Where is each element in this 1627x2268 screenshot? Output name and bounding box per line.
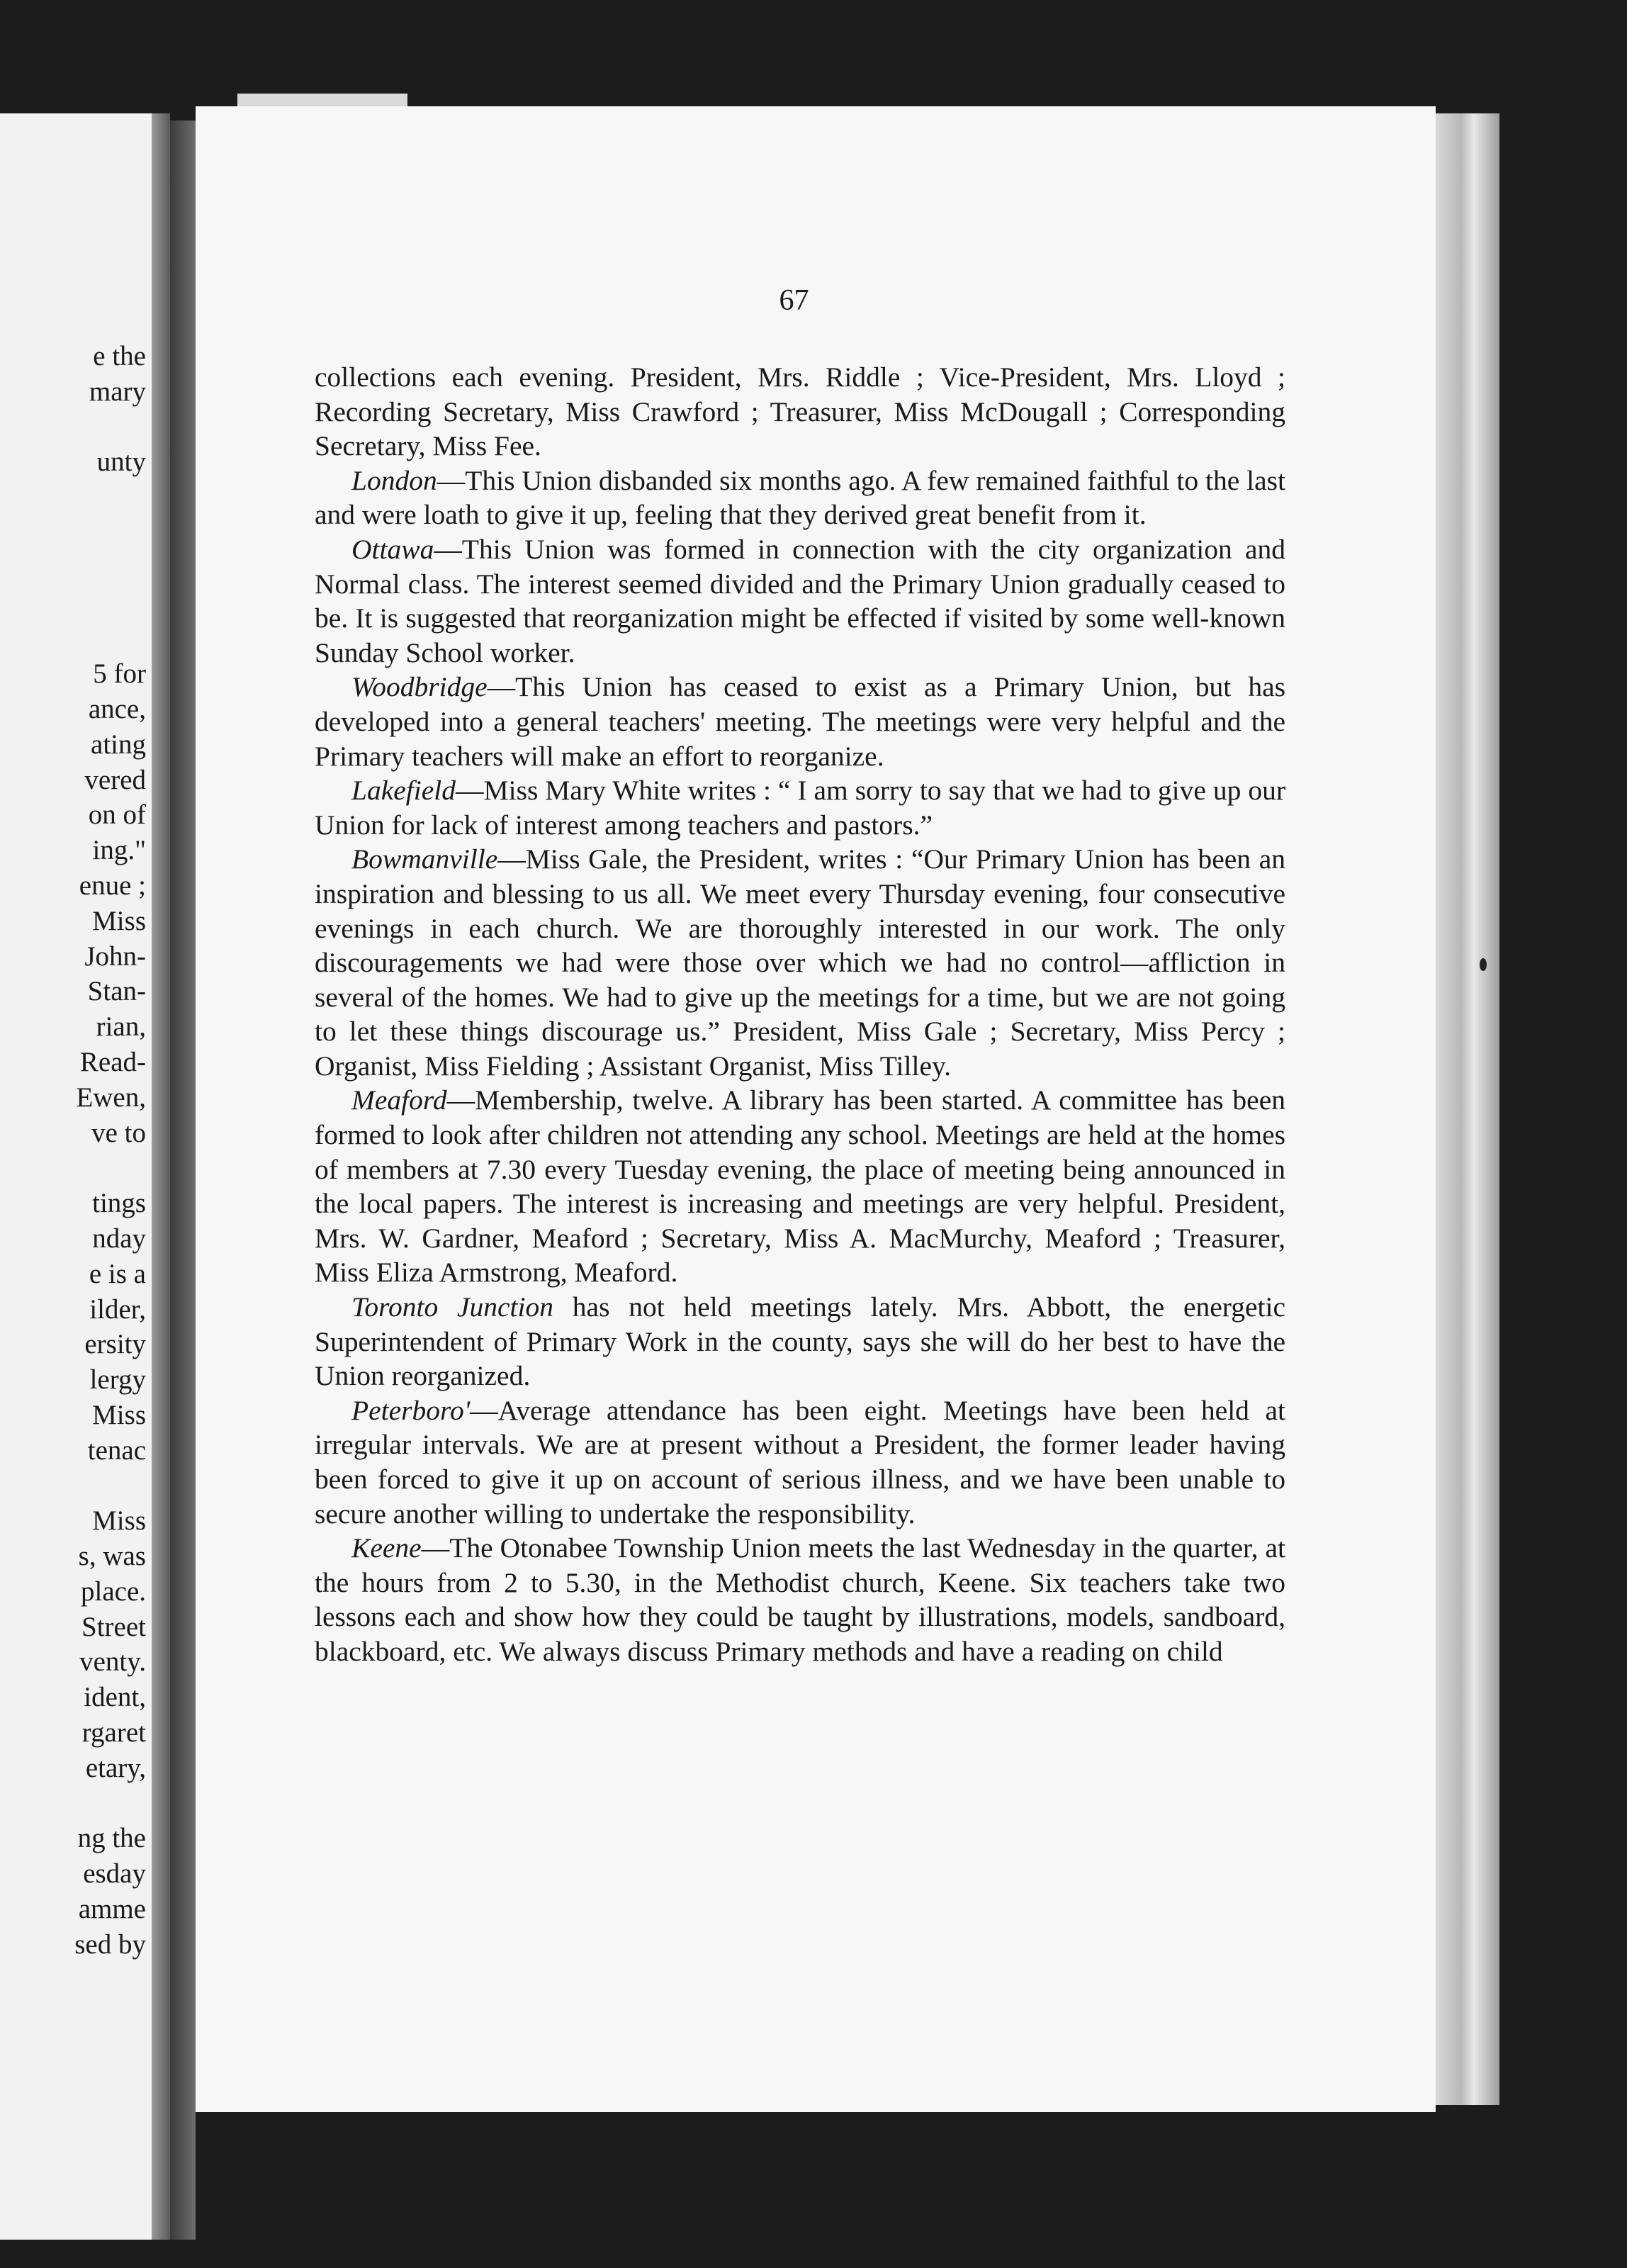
paragraph-text: —Miss Gale, the President, writes : “Our Primary Union has been an inspiration and blessing to us all. We meet every Thursday evening, four consecutive evenings in each church. We are thoroughly interested in our work. The only discouragements we had were those over which we had no control—affliction in several of the homes. We had to give up the meetings for a time, but we are not going to let these things discourage us.” President, Miss Gale ; Secretary, Miss Percy ; Organist, Miss Fielding ; Assistant Organist, Miss Tilley.	[315, 843, 1285, 1082]
paragraph-text: —Miss Mary White writes : “ I am sorry to say that we had to give up our Union for lack of interest among teachers and pastors.”	[315, 775, 1285, 841]
previous-page-line: mary	[89, 376, 146, 407]
place-name: Bowmanville	[351, 843, 498, 875]
place-name: Peterboro'	[351, 1394, 471, 1426]
previous-page-line: esday	[83, 1858, 146, 1890]
place-name: Lakefield	[351, 775, 456, 807]
previous-page-line: e the	[93, 341, 146, 371]
previous-page-edge	[152, 113, 170, 2240]
previous-page	[0, 113, 170, 2240]
previous-page-line: amme	[78, 1894, 146, 1925]
previous-page-line	[0, 551, 150, 586]
paragraph-text: —Membership, twelve. A library has been started. A committee has been formed to look after children not attending any school. Meetings are held at the homes of members at 7.30 every Tuesday evening, the place of meeting being announced in the local papers. The interest is increasing and meetings are very helpful. President, Mrs. W. Gardner, Meaford ; Secretary, Miss A. MacMurchy, Meaford ; Treasurer, Miss Eliza Armstrong, Meaford.	[315, 1084, 1285, 1289]
paragraph-text: has not held meetings lately. Mrs. Abbott, the energetic Superintendent of Primary Work in the county, says she will do her best to have the Union reorganized.	[315, 1291, 1285, 1392]
previous-page-line: Street	[81, 1611, 146, 1642]
previous-page-line	[0, 586, 150, 622]
previous-page-line: unty	[96, 447, 146, 478]
report-paragraph	[315, 670, 1285, 773]
report-paragraph	[315, 464, 1285, 532]
previous-page-line	[0, 1786, 150, 1821]
previous-page-line: e is a	[89, 1258, 146, 1289]
previous-page-line: Miss	[92, 1399, 146, 1430]
previous-page-line	[0, 621, 150, 656]
report-paragraph	[315, 773, 1285, 842]
report-paragraph	[315, 532, 1285, 670]
previous-page-line: John-	[84, 941, 146, 972]
report-paragraph	[315, 1531, 1285, 1668]
previous-page-line: tenac	[87, 1435, 146, 1466]
binding-speck	[1480, 958, 1487, 971]
page-number: 67	[779, 284, 809, 317]
previous-page-line	[0, 515, 150, 551]
place-name: Meaford	[351, 1084, 447, 1116]
place-name: Woodbridge	[351, 671, 488, 703]
previous-page-line: sed by	[74, 1929, 146, 1960]
page-body	[315, 360, 1285, 1669]
previous-page-line: place.	[80, 1576, 146, 1607]
paragraph-text: —This Union has ceased to exist as a Primary Union, but has developed into a general teachers' meeting. The meetings were very helpful and the Primary teachers will make an effort to reorganize.	[315, 671, 1285, 772]
previous-page-line: rian,	[96, 1011, 146, 1043]
previous-page-line: 5 for	[93, 658, 146, 690]
previous-page-line: Miss	[92, 905, 146, 936]
paragraph-text: collections each evening. President, Mrs. Riddle ; Vice-President, Mrs. Lloyd ; Recording Secretary, Miss Crawford ; Treasurer, Miss McDougall ; Corresponding Secretary, Miss Fee.	[315, 361, 1285, 462]
previous-page-line	[0, 480, 150, 515]
previous-page-line: Stan-	[87, 976, 146, 1007]
paragraph-text: —The Otonabee Township Union meets the last Wednesday in the quarter, at the hours from 2 to 5.30, in the Methodist church, Keene. Six teachers take two lessons each and show how they could be taught by illustrations, models, sandboard, blackboard, etc. We always discuss Primary methods and have a reading on child	[315, 1532, 1285, 1667]
previous-page-line: rgaret	[81, 1717, 146, 1748]
previous-page-line: enue ;	[79, 870, 146, 901]
place-name: Keene	[351, 1532, 422, 1564]
previous-page-text	[0, 339, 150, 1963]
paragraph-text: —This Union disbanded six months ago. A few remained faithful to the last and were loath to give it up, feeling that they derived great benefit from it.	[315, 464, 1285, 531]
previous-page-line: ersity	[84, 1329, 146, 1360]
previous-page-line: ng the	[77, 1823, 146, 1854]
previous-page-line: ilder,	[89, 1293, 146, 1325]
previous-page-line: nday	[92, 1223, 146, 1254]
previous-page-line: ing."	[92, 835, 146, 866]
report-paragraph	[315, 1083, 1285, 1290]
report-paragraph	[315, 1393, 1285, 1531]
place-name: Toronto Junction	[351, 1291, 554, 1323]
report-paragraph	[315, 360, 1285, 464]
place-name: London	[351, 464, 437, 496]
previous-page-line: etary,	[85, 1752, 146, 1783]
previous-page-line: venty.	[79, 1646, 146, 1678]
previous-page-line	[0, 410, 150, 445]
previous-page-line: tings	[92, 1188, 146, 1219]
previous-page-line: on of	[88, 799, 146, 831]
paragraph-text: —Average attendance has been eight. Meetings have been held at irregular intervals. We are at present without a President, the former leader having been forced to give it up on account of serious illness, and we have been unable to secure another willing to undertake the responsibility.	[315, 1394, 1285, 1529]
previous-page-line: ve to	[91, 1117, 146, 1148]
previous-page-line: ating	[91, 729, 146, 760]
previous-page-line: ance,	[88, 693, 146, 724]
book-gutter	[170, 120, 196, 2240]
page-edges	[1436, 113, 1499, 2105]
paragraph-text: —This Union was formed in connection with the city organization and Normal class. The interest seemed divided and the Primary Union gradually ceased to be. It is suggested that reorganization might be effected if visited by some well-known Sunday School worker.	[315, 533, 1285, 668]
previous-page-line: ident,	[84, 1682, 146, 1713]
place-name: Ottawa	[351, 533, 434, 565]
previous-page-line: lergy	[89, 1364, 146, 1396]
previous-page-line: s, was	[78, 1541, 146, 1572]
report-paragraph	[315, 842, 1285, 1083]
previous-page-line: Read-	[79, 1046, 146, 1077]
previous-page-line	[0, 1150, 150, 1186]
previous-page-line: Miss	[92, 1505, 146, 1537]
previous-page-line: Ewen,	[76, 1082, 146, 1113]
report-paragraph	[315, 1290, 1285, 1393]
previous-page-line	[0, 1469, 150, 1504]
previous-page-line: vered	[84, 764, 146, 795]
